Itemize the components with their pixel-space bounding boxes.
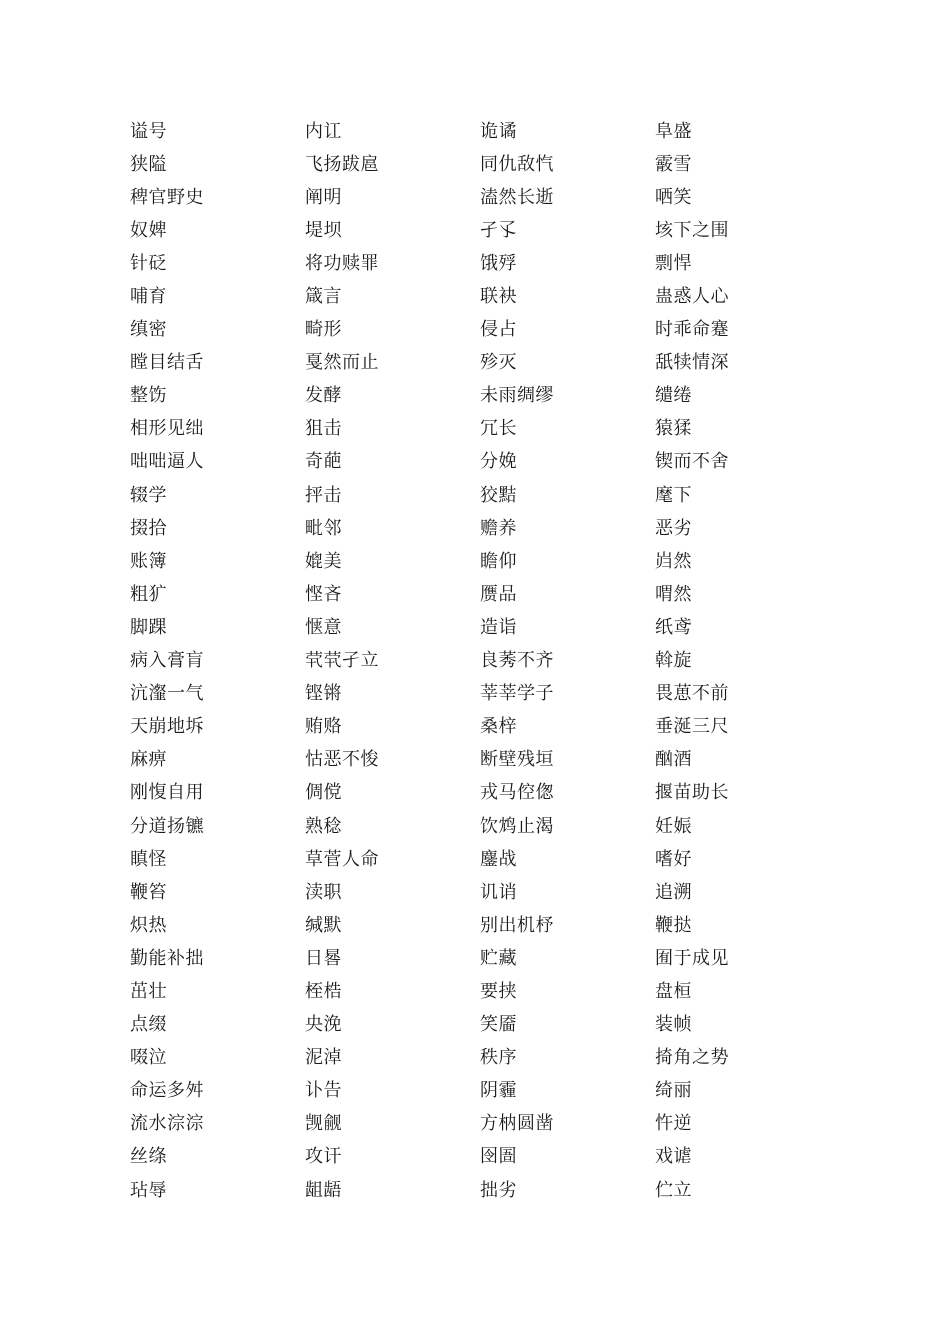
word-item: 点缀: [130, 1014, 167, 1036]
word-item: 病入膏肓: [130, 650, 204, 672]
word-item: 掎角之势: [655, 1047, 729, 1069]
word-item: 侵占: [480, 319, 517, 341]
word-item: 日晷: [305, 947, 342, 969]
word-row: [130, 678, 830, 711]
word-item: 哺育: [130, 286, 167, 308]
word-item: 鏖战: [480, 848, 517, 870]
word-row: [130, 876, 830, 909]
word-item: 鞭挞: [655, 914, 692, 936]
word-list-grid: [130, 115, 830, 1207]
word-row: [130, 909, 830, 942]
word-item: 铿锵: [305, 683, 342, 705]
word-item: 孑孓: [480, 219, 517, 241]
word-item: 分道扬镳: [130, 815, 204, 837]
word-row: [130, 413, 830, 446]
word-item: 霰雪: [655, 153, 692, 175]
word-row: [130, 512, 830, 545]
word-item: 相形见绌: [130, 418, 204, 440]
word-item: 狭隘: [130, 153, 167, 175]
word-item: 攻讦: [305, 1146, 342, 1168]
word-item: 畸形: [305, 319, 342, 341]
word-item: 赡养: [480, 517, 517, 539]
word-row: [130, 148, 830, 181]
word-item: 桑梓: [480, 716, 517, 738]
word-item: 殄灭: [480, 352, 517, 374]
word-item: 盘桓: [655, 980, 692, 1002]
word-item: 装帧: [655, 1014, 692, 1036]
word-row: [130, 545, 830, 578]
word-item: 炽热: [130, 914, 167, 936]
word-row: [130, 1075, 830, 1108]
word-row: [130, 1174, 830, 1207]
word-item: 造诣: [480, 616, 517, 638]
word-item: 草菅人命: [305, 848, 379, 870]
word-item: 悭吝: [305, 583, 342, 605]
word-item: 内讧: [305, 120, 342, 142]
word-item: 丝绦: [130, 1146, 167, 1168]
word-item: 时乖命蹇: [655, 319, 729, 341]
word-row: [130, 347, 830, 380]
word-item: 囿于成见: [655, 947, 729, 969]
word-item: 针砭: [130, 252, 167, 274]
word-item: 流水淙淙: [130, 1113, 204, 1135]
word-item: 讣告: [305, 1080, 342, 1102]
word-item: 龃龉: [305, 1179, 342, 1201]
word-item: 茕茕孑立: [305, 650, 379, 672]
word-item: 喟然: [655, 583, 692, 605]
word-item: 阜盛: [655, 120, 692, 142]
word-item: 囹圄: [480, 1146, 517, 1168]
word-item: 良莠不齐: [480, 650, 554, 672]
word-row: [130, 115, 830, 148]
word-item: 箴言: [305, 286, 342, 308]
word-row: [130, 1009, 830, 1042]
word-item: 戎马倥偬: [480, 782, 554, 804]
word-item: 毗邻: [305, 517, 342, 539]
word-item: 戏谑: [655, 1146, 692, 1168]
word-item: 粗犷: [130, 583, 167, 605]
word-item: 央浼: [305, 1014, 342, 1036]
word-item: 稗官野史: [130, 186, 204, 208]
word-item: 桎梏: [305, 980, 342, 1002]
word-item: 账簿: [130, 550, 167, 572]
word-item: 冗长: [480, 418, 517, 440]
word-item: 别出机杼: [480, 914, 554, 936]
word-row: [130, 380, 830, 413]
word-item: 麻痹: [130, 749, 167, 771]
word-row: [130, 611, 830, 644]
word-row: [130, 578, 830, 611]
word-item: 垂涎三尺: [655, 716, 729, 738]
word-row: [130, 810, 830, 843]
word-row: [130, 777, 830, 810]
word-item: 秩序: [480, 1047, 517, 1069]
word-item: 缜密: [130, 319, 167, 341]
word-item: 垓下之围: [655, 219, 729, 241]
word-item: 发酵: [305, 385, 342, 407]
word-item: 咄咄逼人: [130, 451, 204, 473]
word-item: 岿然: [655, 550, 692, 572]
word-item: 贮藏: [480, 947, 517, 969]
word-item: 同仇敌忾: [480, 153, 554, 175]
word-item: 觊觎: [305, 1113, 342, 1135]
word-row: [130, 446, 830, 479]
word-item: 锲而不舍: [655, 451, 729, 473]
word-item: 揠苗助长: [655, 782, 729, 804]
word-item: 嗜好: [655, 848, 692, 870]
word-item: 抨击: [305, 484, 342, 506]
word-item: 熟稔: [305, 815, 342, 837]
word-row: [130, 1042, 830, 1075]
word-item: 渎职: [305, 881, 342, 903]
word-item: 缄默: [305, 914, 342, 936]
word-item: 要挟: [480, 980, 517, 1002]
word-row: [130, 1108, 830, 1141]
word-item: 玷辱: [130, 1179, 167, 1201]
word-item: 泥淖: [305, 1047, 342, 1069]
word-item: 将功赎罪: [305, 252, 379, 274]
word-item: 瞻仰: [480, 550, 517, 572]
word-row: [130, 843, 830, 876]
word-item: 分娩: [480, 451, 517, 473]
word-row: [130, 942, 830, 975]
word-item: 莘莘学子: [480, 683, 554, 705]
word-item: 整饬: [130, 385, 167, 407]
word-item: 赝品: [480, 583, 517, 605]
word-item: 追溯: [655, 881, 692, 903]
word-item: 讥诮: [480, 881, 517, 903]
word-item: 奇葩: [305, 451, 342, 473]
word-item: 飞扬跋扈: [305, 153, 379, 175]
word-item: 阐明: [305, 186, 342, 208]
word-item: 纸鸢: [655, 616, 692, 638]
word-item: 戛然而止: [305, 352, 379, 374]
word-item: 鞭笞: [130, 881, 167, 903]
word-item: 方枘圆凿: [480, 1113, 554, 1135]
word-item: 酗酒: [655, 749, 692, 771]
word-item: 剽悍: [655, 252, 692, 274]
word-item: 饮鸩止渴: [480, 815, 554, 837]
word-row: [130, 479, 830, 512]
word-item: 伫立: [655, 1179, 692, 1201]
word-item: 命运多舛: [130, 1080, 204, 1102]
word-item: 溘然长逝: [480, 186, 554, 208]
word-row: [130, 181, 830, 214]
word-item: 恶劣: [655, 517, 692, 539]
word-item: 刚愎自用: [130, 782, 204, 804]
word-item: 脚踝: [130, 616, 167, 638]
word-item: 未雨绸缪: [480, 385, 554, 407]
word-item: 沆瀣一气: [130, 683, 204, 705]
word-item: 舐犊情深: [655, 352, 729, 374]
word-item: 妊娠: [655, 815, 692, 837]
word-row: [130, 975, 830, 1008]
word-row: [130, 247, 830, 280]
word-item: 惬意: [305, 616, 342, 638]
word-row: [130, 214, 830, 247]
word-row: [130, 314, 830, 347]
word-item: 天崩地坼: [130, 716, 204, 738]
word-item: 茁壮: [130, 980, 167, 1002]
word-item: 诡谲: [480, 120, 517, 142]
word-item: 缱绻: [655, 385, 692, 407]
word-item: 媲美: [305, 550, 342, 572]
word-item: 阴霾: [480, 1080, 517, 1102]
word-item: 辍学: [130, 484, 167, 506]
word-item: 斡旋: [655, 650, 692, 672]
word-item: 掇拾: [130, 517, 167, 539]
word-item: 畏葸不前: [655, 683, 729, 705]
word-row: [130, 645, 830, 678]
word-item: 瞠目结舌: [130, 352, 204, 374]
word-item: 奴婢: [130, 219, 167, 241]
word-item: 堤坝: [305, 219, 342, 241]
word-item: 谥号: [130, 120, 167, 142]
word-item: 忤逆: [655, 1113, 692, 1135]
word-item: 笑靥: [480, 1014, 517, 1036]
word-item: 啜泣: [130, 1047, 167, 1069]
word-item: 饿殍: [480, 252, 517, 274]
word-row: [130, 1141, 830, 1174]
word-row: [130, 280, 830, 313]
word-item: 狡黠: [480, 484, 517, 506]
word-item: 麾下: [655, 484, 692, 506]
word-item: 哂笑: [655, 186, 692, 208]
word-item: 怙恶不悛: [305, 749, 379, 771]
word-item: 联袂: [480, 286, 517, 308]
word-item: 猿猱: [655, 418, 692, 440]
word-item: 拙劣: [480, 1179, 517, 1201]
word-item: 倜傥: [305, 782, 342, 804]
word-item: 瞋怪: [130, 848, 167, 870]
word-item: 狙击: [305, 418, 342, 440]
word-item: 勤能补拙: [130, 947, 204, 969]
word-row: [130, 711, 830, 744]
word-row: [130, 744, 830, 777]
word-item: 绮丽: [655, 1080, 692, 1102]
word-item: 断壁残垣: [480, 749, 554, 771]
word-item: 蛊惑人心: [655, 286, 729, 308]
word-item: 贿赂: [305, 716, 342, 738]
